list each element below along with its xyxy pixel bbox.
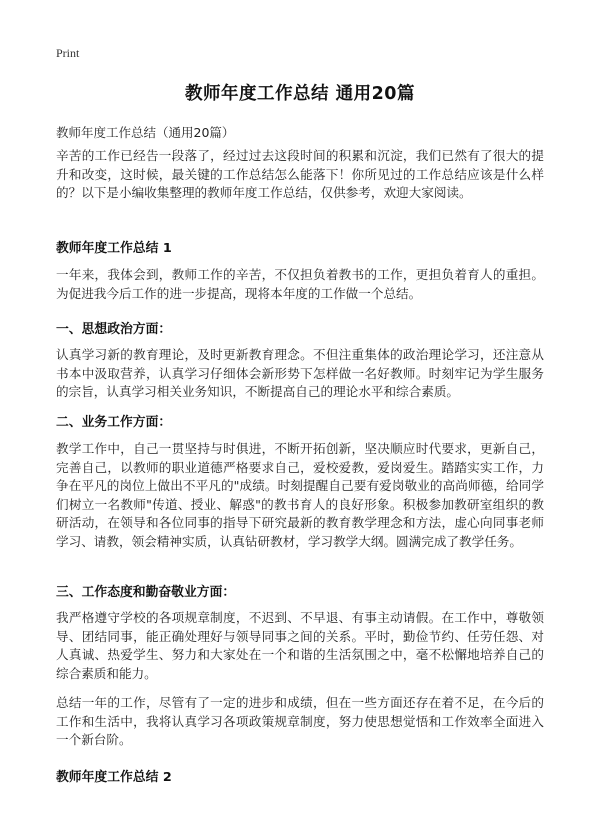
subsection-2-paragraph: 教学工作中，自己一贯坚持与时俱进，不断开拓创新，坚决顺应时代要求，更新自己，完善自己，以教师的职业道德严格要求自己，爱校爱教，爱岗爱生。踏踏实实工作，力争在平凡的岗位上做出不平凡的"成绩。时刻提醒自己要有爱岗敬业的高尚师德，给同学们树立一名教师"传道、授业、解惑"的教书育人的良好形象。积极参加教研室组织的教研活动，在领导和各位同事的指导下研究最新的教育教学理念和方法，虚心向同事老师学习、请教，领会精神实质，认真钻研教材，学习教学大纲。圆满完成了教学任务。 [56, 441, 544, 549]
document-subtitle: 教师年度工作总结（通用20篇） [56, 125, 235, 140]
intro-paragraph: 辛苦的工作已经告一段落了，经过过去这段时间的积累和沉淀，我们已然有了很大的提升和改变，这时候，最关键的工作总结怎么能落下！你所见过的工作总结应该是什么样的？以下是小编收集整理的教师年度工作总结，仅供参考，欢迎大家阅读。 [56, 148, 544, 201]
page-title: 教师年度工作总结 通用20篇 [185, 84, 415, 104]
subsection-1-paragraph: 认真学习新的教育理论，及时更新教育理念。不但注重集体的政治理论学习，还注意从书本中汲取营养，认真学习仔细体会新形势下怎样做一名好教师。时刻牢记为学生服务的宗旨，认真学习相关业务知识，不断提高自己的理论水平和综合素质。 [56, 347, 544, 400]
subsection-2-heading: 二、业务工作方面： [56, 415, 172, 430]
print-link[interactable]: Print [56, 46, 80, 60]
section-1-heading: 教师年度工作总结 1 [56, 241, 172, 256]
subsection-3-heading: 三、工作态度和勤奋敬业方面： [56, 585, 236, 600]
section-1-paragraph: 一年来，我体会到，教师工作的辛苦，不仅担负着教书的工作，更担负着育人的重担。为促进我今后工作的进一步提高，现将本年度的工作做一个总结。 [56, 267, 544, 301]
summary-paragraph: 总结一年的工作，尽管有了一定的进步和成绩，但在一些方面还存在着不足，在今后的工作和生活中，我将认真学习各项政策规章制度，努力使思想觉悟和工作效率全面进入一个新台阶。 [56, 695, 544, 748]
section-2-heading: 教师年度工作总结 2 [56, 770, 172, 785]
subsection-1-heading: 一、思想政治方面： [56, 322, 172, 337]
subsection-3-paragraph: 我严格遵守学校的各项规章制度，不迟到、不早退、有事主动请假。在工作中，尊敬领导、团结同事，能正确处理好与领导同事之间的关系。平时，勤俭节约、任劳任怨、对人真诚、热爱学生、努力和大家处在一个和谐的生活氛围之中，毫不松懈地培养自己的综合素质和能力。 [56, 610, 544, 681]
